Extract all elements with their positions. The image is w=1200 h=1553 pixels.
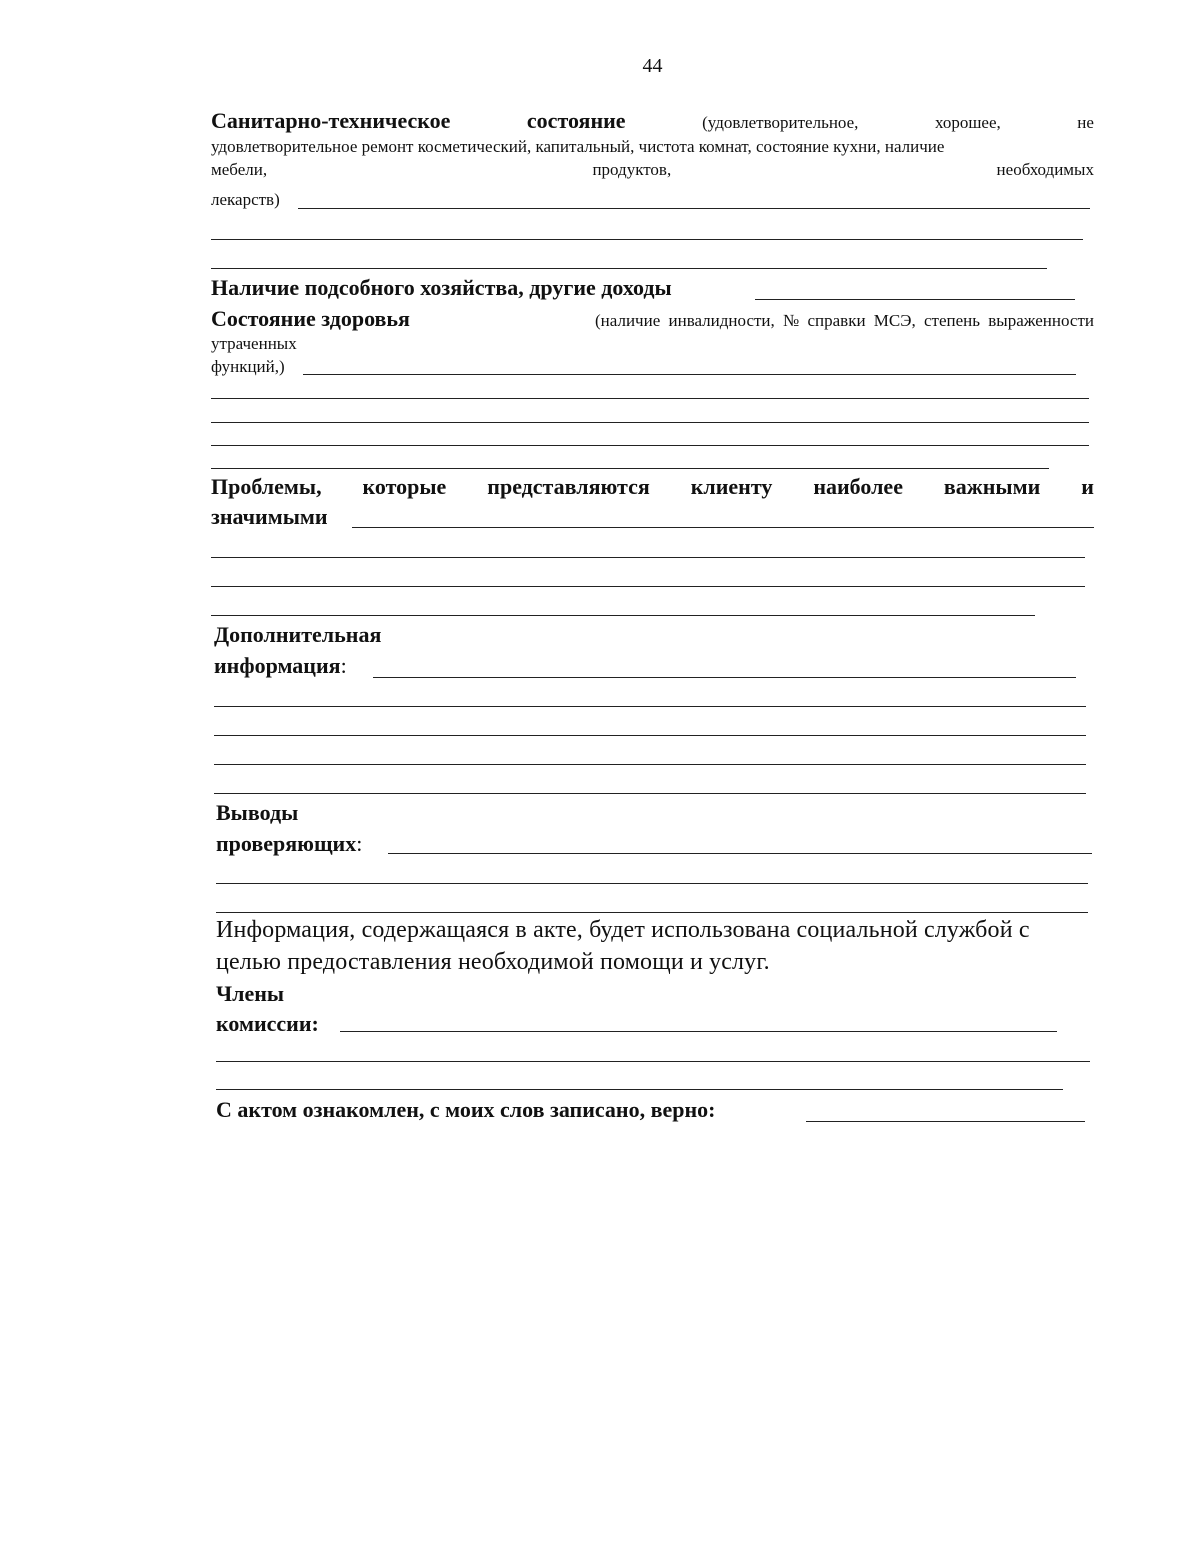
problems-word-4: клиенту (690, 474, 773, 499)
additional-colon: : (340, 653, 347, 678)
info-text-line-1: Информация, содержащаяся в акте, будет использована социальной службой с (216, 917, 1030, 943)
acknowledgement-fill-line[interactable] (806, 1121, 1085, 1122)
health-label: Состояние здоровья (211, 306, 410, 331)
commission-line-2: комиссии: (216, 1011, 319, 1036)
conclusions-colon: : (356, 831, 363, 856)
health-fill-line-4[interactable] (211, 445, 1089, 446)
problems-fill-line-2[interactable] (211, 557, 1085, 558)
household-fill-line[interactable] (755, 299, 1075, 300)
conclusions-fill-line-3[interactable] (216, 912, 1088, 913)
sanitary-row-3 (211, 160, 1094, 180)
additional-fill-line-2[interactable] (214, 706, 1086, 707)
commission-fill-line-1[interactable] (340, 1031, 1057, 1032)
problems-word-1: Проблемы, (211, 474, 322, 499)
acknowledgement-label: С актом ознакомлен, с моих слов записано, верно: (216, 1097, 716, 1122)
health-fill-line-5[interactable] (211, 468, 1049, 469)
problems-word-2: которые (362, 474, 447, 499)
additional-line-1: Дополнительная (214, 622, 382, 647)
additional-line-2: информация (214, 653, 341, 678)
health-row-1 (211, 306, 1094, 332)
problems-row-1 (211, 474, 1094, 500)
household-label: Наличие подсобного хозяйства, другие доходы (211, 275, 672, 300)
problems-line-2: значимыми (211, 504, 328, 529)
problems-word-7: и (1081, 474, 1094, 499)
sanitary-label-1: Санитарно-техническое (211, 108, 451, 133)
problems-word-5: наиболее (813, 474, 903, 499)
additional-fill-line-3[interactable] (214, 735, 1086, 736)
problems-word-3: представляются (487, 474, 650, 499)
problems-word-6: важными (943, 474, 1041, 499)
sanitary-hint-4: лекарств) (211, 190, 280, 209)
additional-fill-line-1[interactable] (373, 677, 1076, 678)
sanitary-fill-line-3[interactable] (211, 268, 1047, 269)
health-fill-line-1[interactable] (303, 374, 1076, 375)
commission-line-1: Члены (216, 981, 285, 1006)
sanitary-hint-1b: хорошее, (934, 113, 1001, 132)
sanitary-hint-3b: продуктов, (592, 160, 672, 179)
conclusions-line-1: Выводы (216, 800, 299, 825)
commission-fill-line-2[interactable] (216, 1061, 1090, 1062)
info-text-line-2: целью предоставления необходимой помощи и услуг. (216, 949, 770, 975)
conclusions-fill-line-2[interactable] (216, 883, 1088, 884)
health-hint-2: утраченных (211, 334, 297, 353)
sanitary-hint-1c: не (1077, 113, 1094, 132)
conclusions-line-2: проверяющих (216, 831, 357, 856)
health-hint-3: функций,) (211, 357, 285, 376)
additional-fill-line-4[interactable] (214, 764, 1086, 765)
sanitary-hint-3a: мебели, (211, 160, 268, 179)
problems-fill-line-1[interactable] (352, 527, 1094, 528)
additional-row-2 (214, 653, 347, 679)
sanitary-fill-line-2[interactable] (211, 239, 1083, 240)
sanitary-label-2: состояние (526, 108, 626, 133)
sanitary-hint-3c: необходимых (996, 160, 1094, 179)
health-hint-1: (наличие инвалидности, № справки МСЭ, степень выраженности (595, 311, 1094, 330)
problems-fill-line-3[interactable] (211, 586, 1085, 587)
sanitary-hint-2: удовлетворительное ремонт косметический, капитальный, чистота комнат, состояние кухни, наличие (211, 137, 945, 156)
conclusions-fill-line-1[interactable] (388, 853, 1092, 854)
sanitary-hint-1a: (удовлетворительное, (702, 113, 859, 132)
sanitary-fill-line-1[interactable] (298, 208, 1090, 209)
problems-fill-line-4[interactable] (211, 615, 1035, 616)
health-fill-line-3[interactable] (211, 422, 1089, 423)
commission-fill-line-3[interactable] (216, 1089, 1063, 1090)
page-number: 44 (642, 55, 663, 77)
health-fill-line-2[interactable] (211, 398, 1089, 399)
additional-fill-line-5[interactable] (214, 793, 1086, 794)
sanitary-row-1 (211, 108, 1094, 134)
conclusions-row-2 (216, 831, 362, 857)
